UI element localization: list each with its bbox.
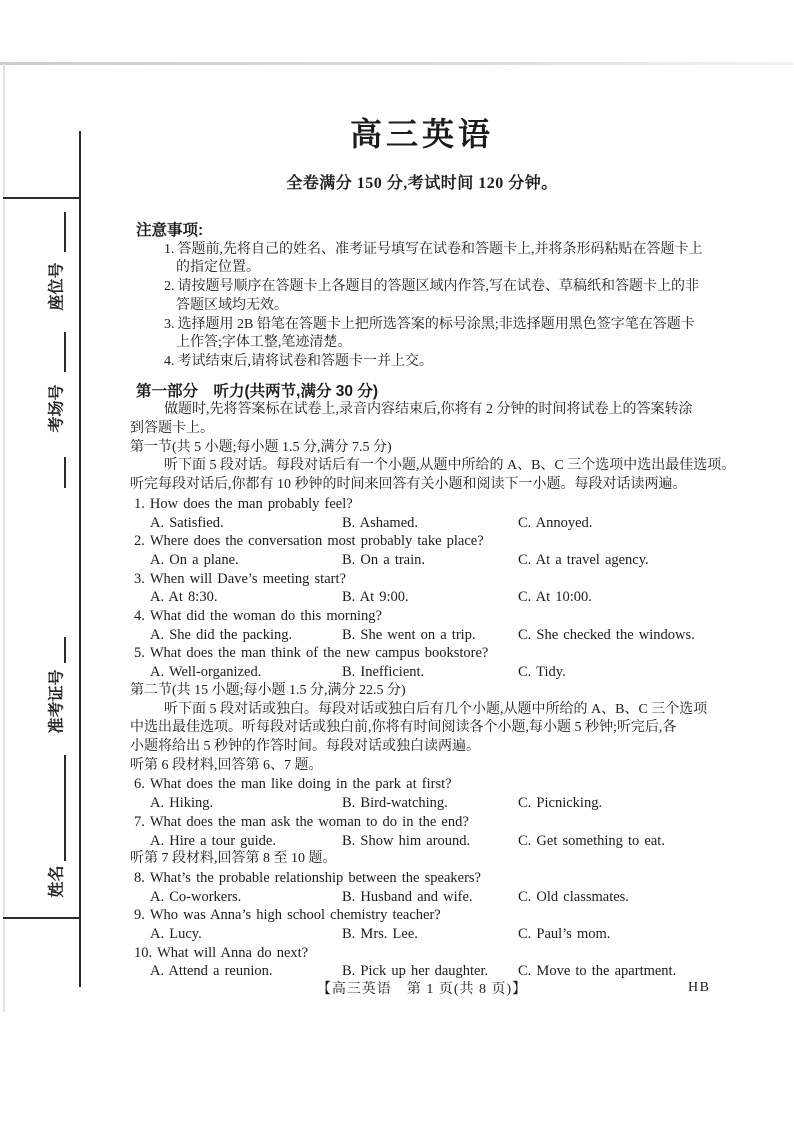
option-c: C. At 10:00. [518,589,592,606]
option-c: C. Annoyed. [518,514,593,531]
notice-item-text: 请按题号顺序在答题卡上各题目的答题区域内作答,写在试卷、草稿纸和答题卡上的非 [177,279,699,295]
notice-item-text: 答题前,先将自己的姓名、准考证号填写在试卷和答题卡上,并将条形码粘贴在答题卡上 [177,241,703,257]
seat-number-label: 座位号 [48,262,66,311]
question-number: 8. [134,869,145,886]
question-number: 4. [134,608,145,625]
notice-item-number: 3. [164,316,175,332]
question-number: 7. [134,813,145,830]
question-text: What did the woman do this morning? [149,608,382,625]
page-title: 高三英语 [349,116,494,152]
question-text: Who was Anna’s high school chemistry teacher? [149,907,441,924]
option-c: C. At a travel agency. [518,551,649,568]
options-row [150,588,714,607]
question-line [134,607,714,626]
admission-ticket-label: 准考证号 [48,669,66,734]
option-b: B. Husband and wife. [342,888,473,905]
exam-page [130,0,736,1000]
question-number: 1. [134,495,145,512]
option-a: A. On a plane. [150,551,239,568]
option-c: C. Tidy. [518,664,566,681]
scan-edge-left [3,64,5,1012]
exam-room-blank-line [64,332,66,372]
part1-intro-line: 做题时,先将答案标在试卷上,录音内容结束后,你将有 2 分钟的时间将试卷上的答案转涂 [164,402,693,418]
question-line [134,570,714,589]
option-c: C. Get something to eat. [518,832,665,849]
options-row [150,626,714,645]
option-c: C. Picnicking. [518,795,603,812]
question-line [134,775,714,794]
option-b: B. She went on a trip. [342,626,476,643]
option-b: B. Inefficient. [342,664,425,681]
option-a: A. Hire a tour guide. [150,832,276,849]
material7-instruction: 听第 7 段材料,回答第 8 至 10 题。 [130,851,337,867]
section1-heading: 第一节(共 5 小题;每小题 1.5 分,满分 7.5 分) [130,439,392,455]
options-row [150,832,714,851]
question-number: 3. [134,570,145,587]
question-line [134,869,714,888]
option-a: A. Co-workers. [150,888,242,905]
notice-item [130,353,714,372]
question-number: 9. [134,907,145,924]
admission-ticket-blank-line [64,637,66,663]
name-label: 姓名 [48,865,66,898]
section2-intro-line: 中选出最佳选项。听每段对话或独白前,你将有时间阅读各个小题,每小题 5 秒钟;听完后,各 [130,720,677,736]
question-number: 6. [134,776,145,793]
question-text: What does the man think of the new campus bookstore? [149,645,489,662]
option-c: C. Old classmates. [518,888,629,905]
options-row [150,925,714,944]
options-row [150,794,714,813]
section2-intro-line: 听下面 5 段对话或独白。每段对话或独白后有几个小题,从题中所给的 A、B、C 三个选项 [164,701,708,717]
option-a: A. She did the packing. [150,626,293,643]
option-a: A. Satisfied. [150,514,224,531]
options-row [150,888,714,907]
question-line [134,532,714,551]
options-row [150,962,714,981]
name-blank-line [64,755,66,861]
notice-item-text: 上作答;字体工整,笔迹清楚。 [176,335,352,351]
option-b: B. At 9:00. [342,589,409,606]
extra-blank-line [64,457,66,488]
notice-item [130,316,714,353]
exam-room-label: 考场号 [48,384,66,433]
options-row [150,551,714,570]
seal-line-horizontal-top [3,197,80,199]
page-footer: 【高三英语 第 1 页(共 8 页)】 [316,982,528,998]
part1-heading: 第一部分 听力(共两节,满分 30 分) [136,382,378,400]
question-text: What’s the probable relationship between the speakers? [149,869,481,886]
question-line [134,495,714,514]
option-a: A. At 8:30. [150,589,218,606]
option-b: B. Pick up her daughter. [342,963,489,980]
question-number: 5. [134,645,145,662]
option-c: C. She checked the windows. [518,626,695,643]
question-text: What does the man ask the woman to do in the end? [149,813,469,830]
exam-subtitle: 全卷满分 150 分,考试时间 120 分钟。 [286,175,558,192]
notice-item-number: 4. [164,353,175,369]
seal-line-vertical [79,131,81,987]
section2-intro-line: 小题将给出 5 秒钟的作答时间。每段对话或独白读两遍。 [130,738,480,754]
notice-item-text: 考试结束后,请将试卷和答题卡一并上交。 [177,353,433,369]
part1-intro-line: 到答题卡上。 [130,421,214,437]
paper-code: HB [688,980,711,995]
option-a: A. Lucy. [150,926,202,943]
option-b: B. Show him around. [342,832,471,849]
notice-item-text: 的指定位置。 [176,260,260,276]
notice-item-number: 2. [164,279,175,295]
options-row [150,514,714,533]
question-line [134,944,714,963]
question-text: How does the man probably feel? [149,495,353,512]
option-a: A. Well-organized. [150,664,262,681]
seat-number-blank-line [64,212,66,252]
question-text: Where does the conversation most probably take place? [149,533,484,550]
option-a: A. Attend a reunion. [150,963,273,980]
notice-item-number: 1. [164,241,175,257]
material6-instruction: 听第 6 段材料,回答第 6、7 题。 [130,757,323,773]
notice-item [130,241,714,278]
question-text: When will Dave’s meeting start? [149,570,346,587]
section1-intro-line: 听下面 5 段对话。每段对话后有一个小题,从题中所给的 A、B、C 三个选项中选出最佳选项。 [164,458,736,474]
notice-item [130,278,714,315]
section1-intro-line: 听完每段对话后,你都有 10 秒钟的时间来回答有关小题和阅读下一小题。每段对话读两遍。 [130,477,687,493]
option-c: C. Move to the apartment. [518,963,677,980]
option-b: B. Ashamed. [342,514,419,531]
option-b: B. Mrs. Lee. [342,926,418,943]
options-row [150,663,714,682]
option-b: B. Bird-watching. [342,795,448,812]
option-c: C. Paul’s mom. [518,926,611,943]
section2-heading: 第二节(共 15 小题;每小题 1.5 分,满分 22.5 分) [130,682,406,698]
notice-item-text: 选择题用 2B 铅笔在答题卡上把所选答案的标号涂黑;非选择题用黑色签字笔在答题卡 [177,316,695,332]
question-line [134,644,714,663]
question-line [134,813,714,832]
option-b: B. On a train. [342,551,426,568]
seal-line-horizontal-bottom [3,917,80,919]
question-text: What will Anna do next? [157,944,309,961]
notice-heading: 注意事项: [136,222,204,239]
question-line [134,906,714,925]
option-a: A. Hiking. [150,795,214,812]
question-number: 10. [134,944,153,961]
question-number: 2. [134,533,145,550]
notice-item-text: 答题区域均无效。 [176,297,288,313]
question-text: What does the man like doing in the park at first? [149,776,452,793]
